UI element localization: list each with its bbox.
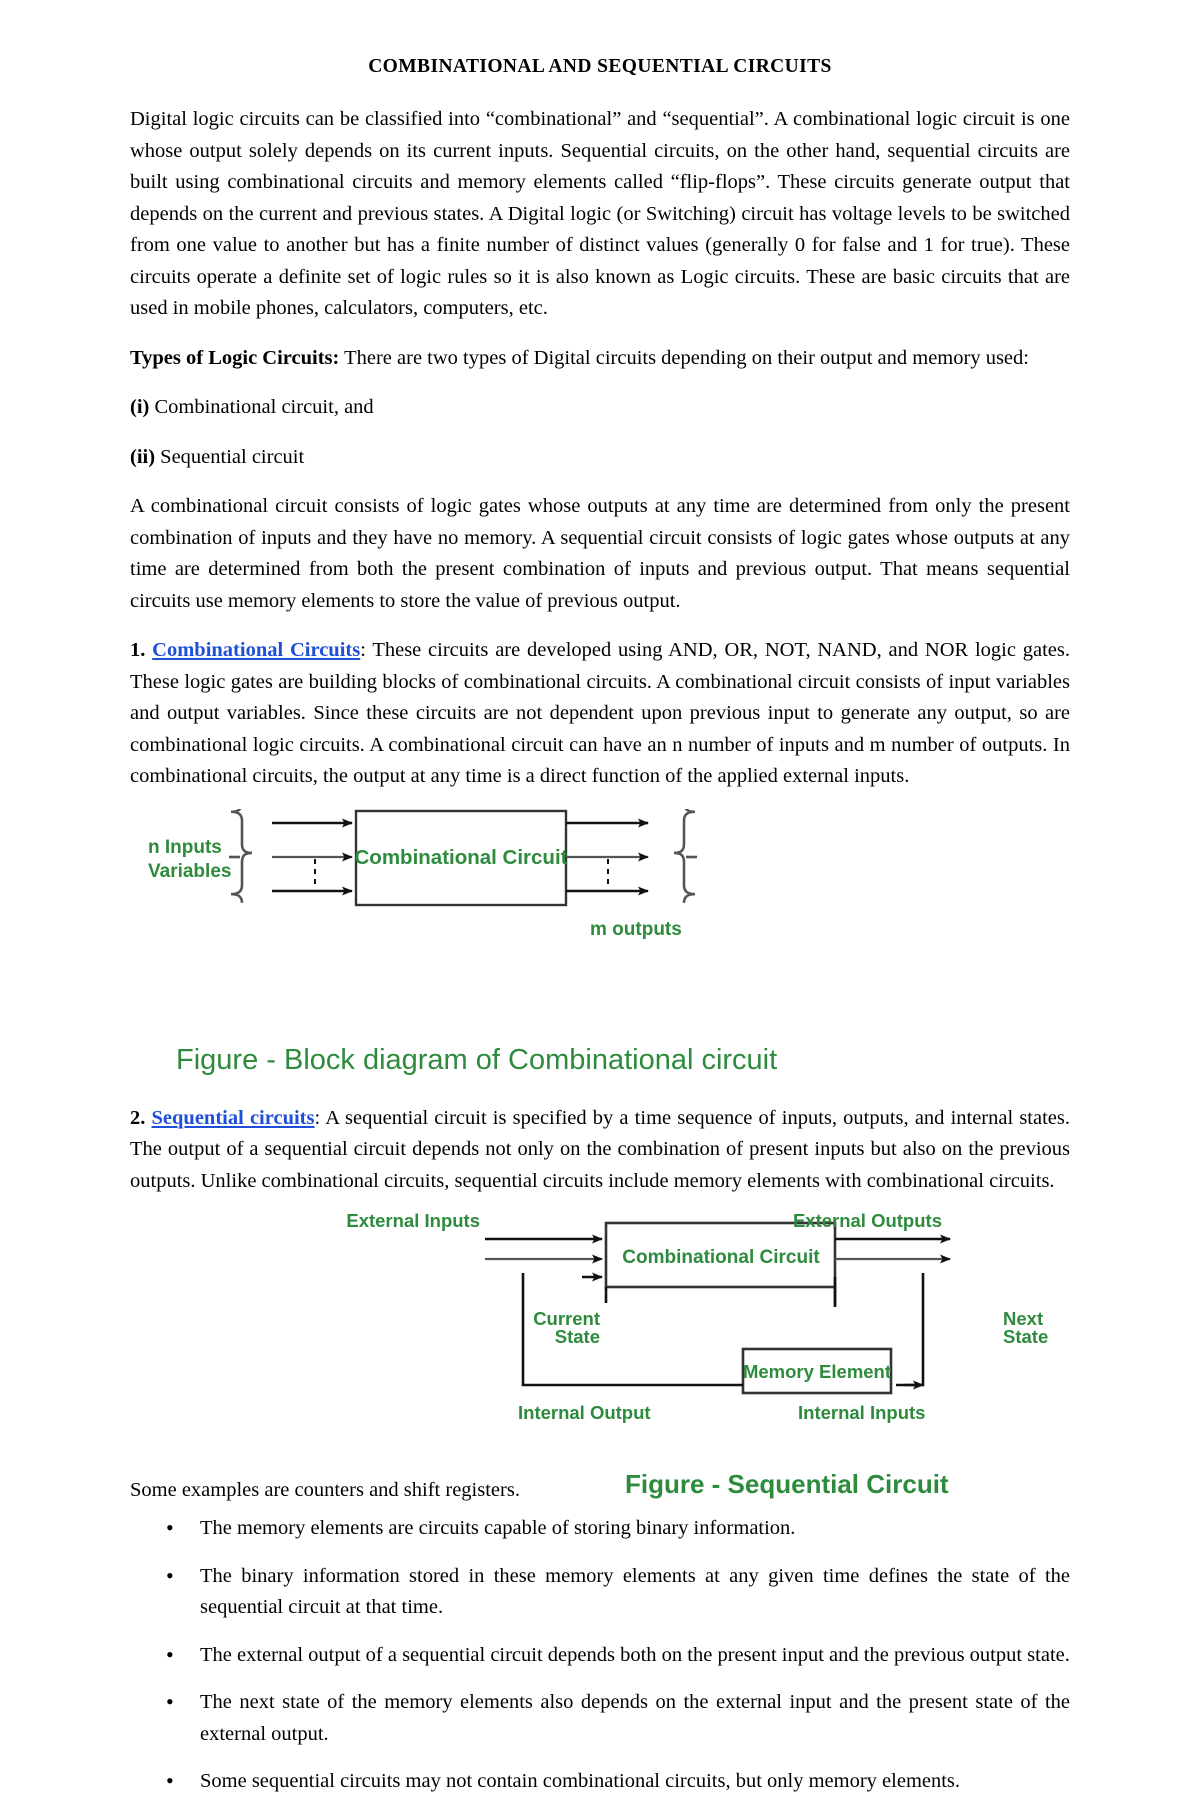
sequential-combinational-box-label: Combinational Circuit bbox=[622, 1247, 820, 1268]
internal-inputs-label: Internal Inputs bbox=[798, 1402, 926, 1423]
types-heading: Types of Logic Circuits: bbox=[130, 346, 340, 369]
external-outputs-label: External Outputs bbox=[792, 1210, 942, 1231]
types-of-logic-circuits-paragraph bbox=[130, 343, 1070, 375]
figure-combinational-block-diagram bbox=[130, 809, 1070, 1044]
list-item: • The memory elements are circuits capable of storing binary information. bbox=[200, 1513, 1070, 1545]
right-brace bbox=[674, 809, 697, 903]
examples-line: Some examples are counters and shift registers. bbox=[130, 1479, 520, 1501]
next-state-label-line1: Next bbox=[1003, 1308, 1044, 1329]
figure2-svg bbox=[130, 1207, 1070, 1507]
types-text: There are two types of Digital circuits depending on their output and memory used: bbox=[339, 346, 1029, 369]
sequential-circuit-bullet-list bbox=[130, 1513, 1070, 1798]
list-item-ii-text: Sequential circuit bbox=[155, 445, 305, 468]
list-item-ii bbox=[130, 442, 1070, 474]
figure-sequential-circuit bbox=[130, 1207, 1070, 1507]
intro-paragraph: Digital logic circuits can be classified into “combinational” and “sequential”. A combinational logic circuit is one whose output solely depends on its current inputs. Sequential circuits, on the other hand, sequential circuits are built using combinational circuits and memory elements called “flip-flops”. These circuits generate output that depends on the current and previous states. A Digital logic (or Switching) circuit has voltage levels to be switched from one value to another but has a finite number of distinct values (generally 0 for false and 1 for true). These circuits operate a definite set of logic rules so it is also known as Logic circuits. These are basic circuits that are used in mobile phones, calculators, computers, etc. bbox=[130, 108, 1070, 319]
internal-output-label: Internal Output bbox=[518, 1402, 651, 1423]
memory-element-box-label: Memory Element bbox=[742, 1361, 892, 1382]
page-title: COMBINATIONAL AND SEQUENTIAL CIRCUITS bbox=[368, 56, 832, 77]
figure1-svg bbox=[130, 809, 1070, 1044]
figure2-caption: Figure - Sequential Circuit bbox=[625, 1469, 949, 1499]
combinational-circuit-box-label: Combinational Circuit bbox=[354, 845, 568, 869]
section2-text: : A sequential circuit is specified by a time sequence of inputs, outputs, and internal states. The output of a sequential circuit depends not only on the combination of present inputs but also on the previous outputs. Unlike combinational circuits, sequential circuits include memory elements with combinational circuits. bbox=[130, 1106, 1070, 1192]
next-state-label-line2: State bbox=[1003, 1326, 1049, 1347]
section1-text: : These circuits are developed using AND, OR, NOT, NAND, and NOR logic gates. These logic gates are building blocks of combinational circuits. A combinational circuit consists of input variables and output variables. Since these circuits are not dependent upon previous input to generate any output, so are combinational logic circuits. A combinational circuit can have an n number of inputs and m number of outputs. In combinational circuits, the output at any time is a direct function of the applied external inputs. bbox=[130, 639, 1071, 787]
external-inputs-label: External Inputs bbox=[346, 1210, 480, 1231]
section-sequential-circuits bbox=[130, 1103, 1070, 1198]
section-combinational-circuits bbox=[130, 635, 1070, 793]
current-state-label-line1: Current bbox=[533, 1308, 600, 1329]
n-inputs-label-line2: Variables bbox=[148, 860, 232, 882]
list-item-ii-marker: (ii) bbox=[130, 445, 156, 468]
link-sequential-circuits[interactable]: Sequential circuits bbox=[151, 1106, 315, 1129]
list-item: • The external output of a sequential circuit depends both on the present input and the previous output state. bbox=[200, 1640, 1070, 1672]
list-item: • The binary information stored in these memory elements at any given time defines the state of the sequential circuit at that time. bbox=[200, 1561, 1070, 1624]
figure1-caption: Figure - Block diagram of Combinational circuit bbox=[176, 1043, 778, 1076]
list-item: • The next state of the memory elements also depends on the external input and the present state of the external output. bbox=[200, 1687, 1070, 1750]
section1-number: 1. bbox=[130, 639, 146, 661]
list-item-i bbox=[130, 392, 1070, 424]
m-outputs-label: m outputs bbox=[590, 918, 682, 940]
document-content bbox=[130, 0, 1070, 1798]
combinational-vs-sequential-paragraph: A combinational circuit consists of logic gates whose outputs at any time are determined from only the present combination of inputs and they have no memory. A sequential circuit consists of logic gates whose outputs at any time are determined from both the present combination of inputs and previous output. That means sequential circuits use memory elements to store the value of previous output. bbox=[130, 495, 1070, 612]
current-state-label-line2: State bbox=[554, 1326, 600, 1347]
list-item-i-text: Combinational circuit, and bbox=[149, 396, 374, 418]
link-combinational-circuits[interactable]: Combinational Circuits bbox=[152, 639, 361, 661]
n-inputs-label-line1: n Inputs bbox=[148, 836, 222, 858]
list-item: • Some sequential circuits may not contain combinational circuits, but only memory elements. bbox=[200, 1766, 1070, 1798]
section2-number: 2. bbox=[130, 1106, 146, 1129]
list-item-i-marker: (i) bbox=[130, 396, 150, 418]
